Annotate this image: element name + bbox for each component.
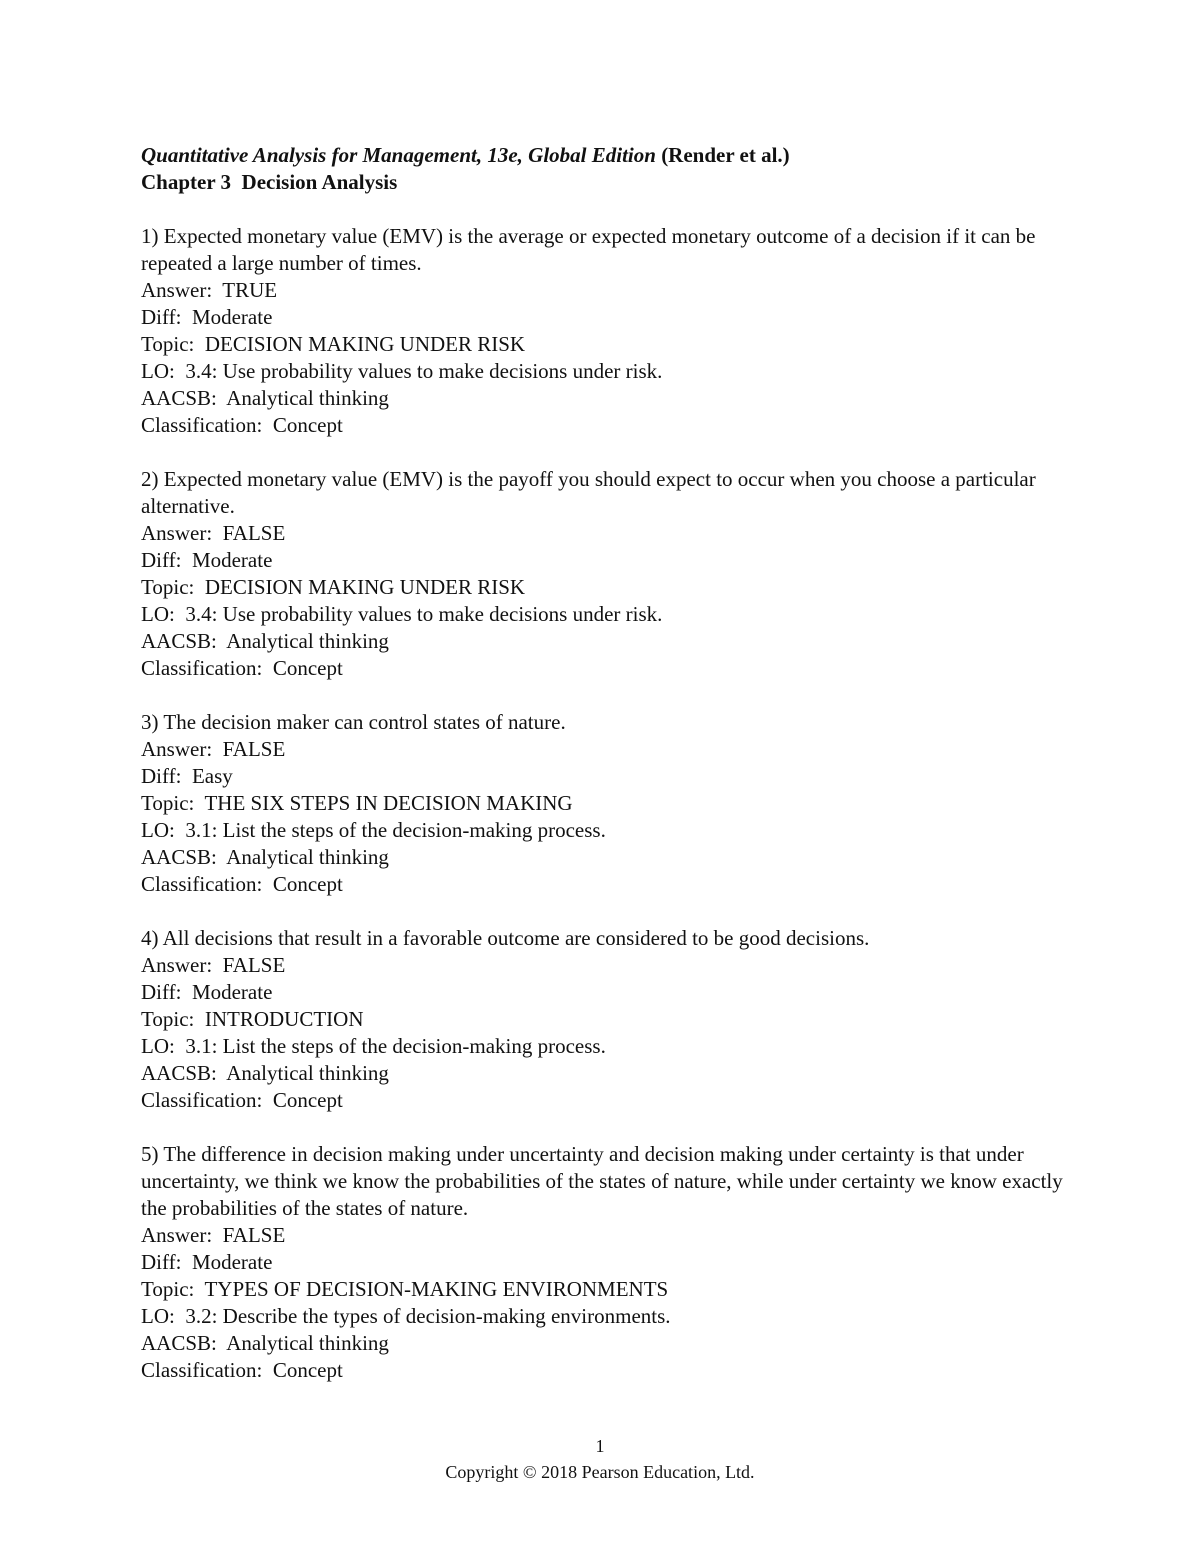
book-title: Quantitative Analysis for Management, 13e, Global Edition bbox=[141, 143, 656, 167]
question-item-5 bbox=[141, 1141, 1071, 1384]
question-answer: Answer: FALSE bbox=[141, 1223, 286, 1247]
title-line bbox=[141, 142, 1071, 169]
question-topic: Topic: THE SIX STEPS IN DECISION MAKING bbox=[141, 791, 573, 815]
question-stem: 5) The difference in decision making under uncertainty and decision making under certainty is that under uncertainty, we think we know the probabilities of the states of nature, while under certainty we know exactly the probabilities of the states of nature. bbox=[141, 1142, 1069, 1220]
copyright-notice: Copyright © 2018 Pearson Education, Ltd. bbox=[445, 1462, 755, 1482]
question-aacsb: AACSB: Analytical thinking bbox=[141, 386, 389, 410]
page-content bbox=[141, 142, 1071, 1384]
question-topic: Topic: DECISION MAKING UNDER RISK bbox=[141, 332, 526, 356]
question-classification: Classification: Concept bbox=[141, 1088, 343, 1112]
question-aacsb: AACSB: Analytical thinking bbox=[141, 1061, 389, 1085]
question-item-2 bbox=[141, 466, 1071, 682]
question-learning-objective: LO: 3.2: Describe the types of decision-making environments. bbox=[141, 1304, 671, 1328]
question-topic: Topic: INTRODUCTION bbox=[141, 1007, 364, 1031]
question-answer: Answer: FALSE bbox=[141, 521, 286, 545]
question-aacsb: AACSB: Analytical thinking bbox=[141, 845, 389, 869]
page-number: 1 bbox=[595, 1436, 605, 1456]
question-classification: Classification: Concept bbox=[141, 1358, 343, 1382]
question-learning-objective: LO: 3.4: Use probability values to make decisions under risk. bbox=[141, 359, 663, 383]
question-difficulty: Diff: Moderate bbox=[141, 548, 273, 572]
question-answer: Answer: FALSE bbox=[141, 737, 286, 761]
question-difficulty: Diff: Moderate bbox=[141, 980, 273, 1004]
book-authors: (Render et al.) bbox=[661, 143, 790, 167]
question-aacsb: AACSB: Analytical thinking bbox=[141, 1331, 389, 1355]
question-topic: Topic: TYPES OF DECISION-MAKING ENVIRONMENTS bbox=[141, 1277, 669, 1301]
question-difficulty: Diff: Moderate bbox=[141, 305, 273, 329]
question-classification: Classification: Concept bbox=[141, 656, 343, 680]
question-classification: Classification: Concept bbox=[141, 413, 343, 437]
question-answer: Answer: FALSE bbox=[141, 953, 286, 977]
question-learning-objective: LO: 3.1: List the steps of the decision-making process. bbox=[141, 1034, 606, 1058]
question-stem: 1) Expected monetary value (EMV) is the average or expected monetary outcome of a decision if it can be repeated a large number of times. bbox=[141, 224, 1041, 275]
question-item-3 bbox=[141, 709, 1071, 898]
question-answer: Answer: TRUE bbox=[141, 278, 278, 302]
chapter-title: Chapter 3 Decision Analysis bbox=[141, 170, 398, 194]
question-stem: 3) The decision maker can control states of nature. bbox=[141, 710, 566, 734]
question-classification: Classification: Concept bbox=[141, 872, 343, 896]
question-learning-objective: LO: 3.4: Use probability values to make decisions under risk. bbox=[141, 602, 663, 626]
question-stem: 2) Expected monetary value (EMV) is the payoff you should expect to occur when you choose a particular alternative. bbox=[141, 467, 1041, 518]
question-stem: 4) All decisions that result in a favorable outcome are considered to be good decisions. bbox=[141, 926, 870, 950]
document-header bbox=[141, 142, 1071, 196]
question-aacsb: AACSB: Analytical thinking bbox=[141, 629, 389, 653]
question-item-1 bbox=[141, 223, 1071, 439]
question-topic: Topic: DECISION MAKING UNDER RISK bbox=[141, 575, 526, 599]
question-difficulty: Diff: Moderate bbox=[141, 1250, 273, 1274]
question-learning-objective: LO: 3.1: List the steps of the decision-making process. bbox=[141, 818, 606, 842]
question-difficulty: Diff: Easy bbox=[141, 764, 233, 788]
question-item-4 bbox=[141, 925, 1071, 1114]
